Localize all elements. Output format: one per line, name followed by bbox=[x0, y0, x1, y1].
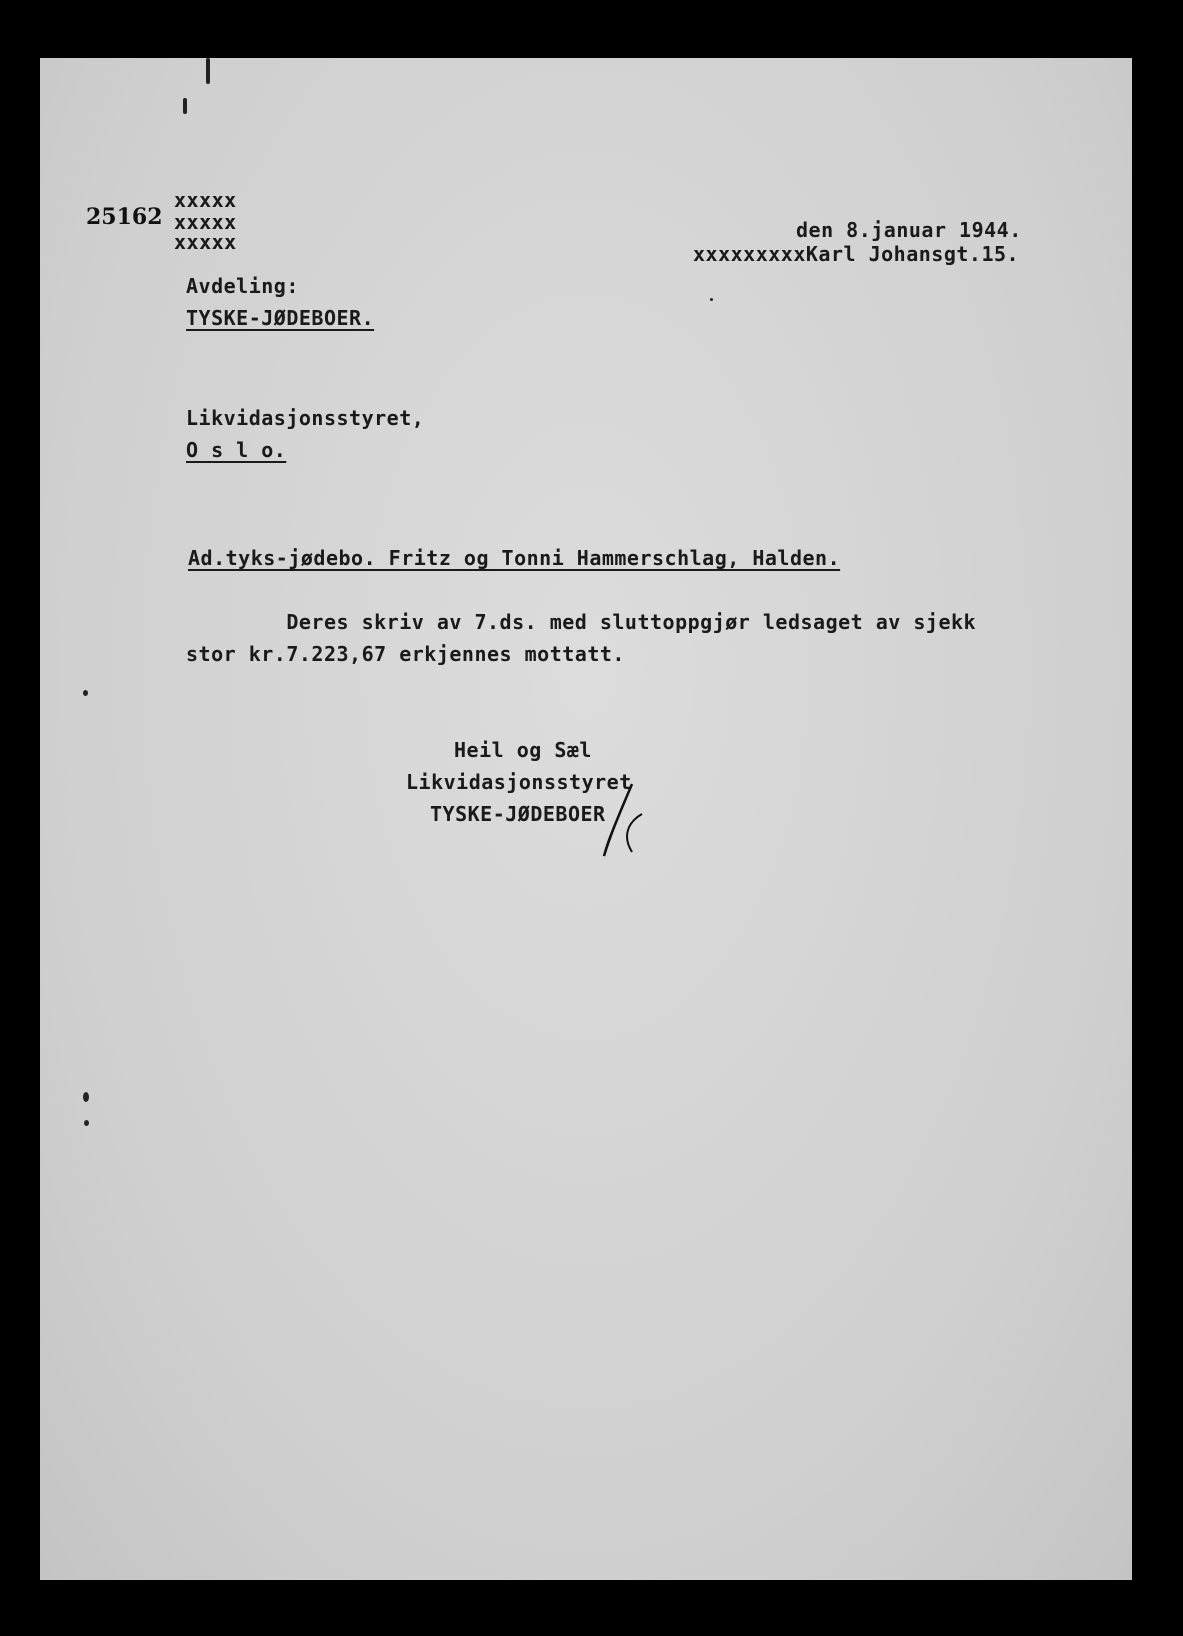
address-line: xxxxxxxxxKarl Johansgt.15. bbox=[693, 242, 1020, 266]
ink-speck bbox=[83, 690, 88, 696]
struck-line-2: xxxxx bbox=[174, 210, 237, 234]
signature-mark bbox=[570, 778, 650, 858]
struck-line-1: xxxxx bbox=[174, 188, 237, 212]
ink-speck bbox=[83, 1092, 89, 1102]
reference-number: 25162 bbox=[86, 204, 163, 230]
department-label: Avdeling: bbox=[186, 274, 299, 298]
body-line-1: Deres skriv av 7.ds. med sluttoppgjør ledsaget av sjekk bbox=[186, 610, 977, 634]
department-name: TYSKE-JØDEBOER. bbox=[186, 306, 375, 330]
ink-speck bbox=[710, 298, 713, 301]
body-line-2: stor kr.7.223,67 erkjennes mottatt. bbox=[186, 642, 625, 666]
ink-speck bbox=[206, 58, 210, 84]
recipient-city: O s l o. bbox=[186, 438, 287, 462]
document-page bbox=[40, 58, 1132, 1580]
ink-speck bbox=[183, 98, 187, 114]
date-line: den 8.januar 1944. bbox=[796, 218, 1022, 242]
closing-org: Likvidasjonsstyret bbox=[406, 770, 632, 794]
ink-speck bbox=[84, 1120, 89, 1126]
closing-dept: TYSKE-JØDEBOER bbox=[430, 802, 606, 826]
struck-line-3: xxxxx bbox=[174, 230, 237, 254]
recipient-name: Likvidasjonsstyret, bbox=[186, 406, 425, 430]
closing-greeting: Heil og Sæl bbox=[454, 738, 592, 762]
subject-line: Ad.tyks-jødebo. Fritz og Tonni Hammerschlag, Halden. bbox=[188, 546, 841, 570]
